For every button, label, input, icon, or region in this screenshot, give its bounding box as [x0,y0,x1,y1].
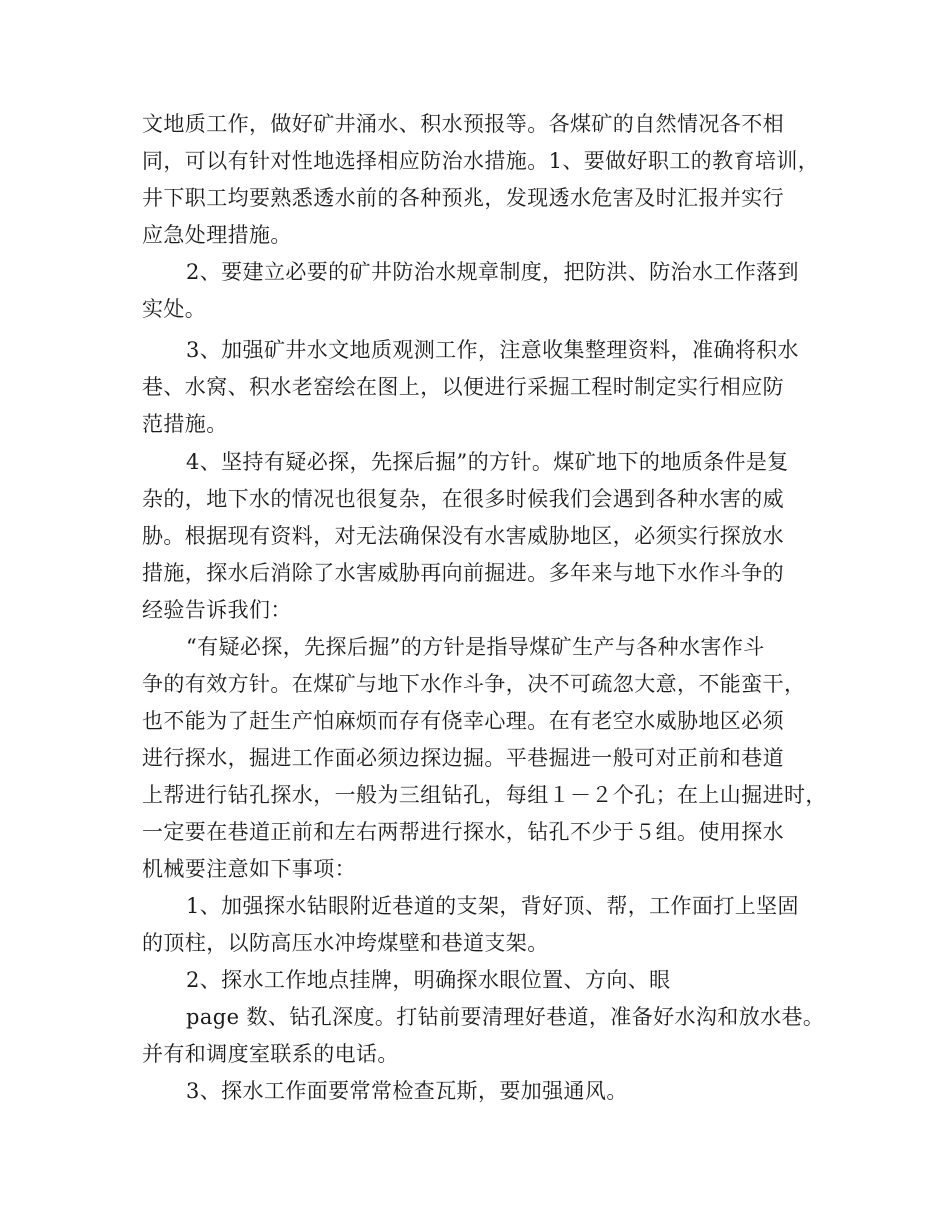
text-line: 经验告诉我们： [142,598,292,622]
text-line: 1、加强探水钻眼附近巷道的支架，背好顶、帮，工作面打上坚固 [186,894,799,918]
text-line: 3、加强矿井水文地质观测工作，注意收集整理资料，准确将积水 [186,338,799,362]
text-line: 并有和调度室联系的电话。 [142,1042,399,1066]
text-line: 实处。 [142,297,207,321]
text-line: 也不能为了赶生产怕麻烦而存有侥幸心理。在有老空水威胁地区必须 [142,709,784,733]
text-line: 2、探水工作地点挂牌，明确探水眼位置、方向、眼 [186,968,671,992]
text-line: “有疑必探，先探后掘”的方针是指导煤矿生产与各种水害作斗 [186,635,765,659]
text-line: 胁。根据现有资料，对无法确保没有水害威胁地区，必须实行探放水 [142,524,784,548]
text-line: 井下职工均要熟悉透水前的各种预兆，发现透水危害及时汇报并实行 [142,186,784,210]
text-line: page 数、钻孔深度。打钻前要清理好巷道，准备好水沟和放水巷。 [186,1005,825,1029]
text-line: 措施，探水后消除了水害威胁再向前掘进。多年来与地下水作斗争的 [142,561,784,585]
text-line: 杂的，地下水的情况也很复杂，在很多时候我们会遇到各种水害的威 [142,487,784,511]
text-line: 4、坚持有疑必探，先探后掘”的方针。煤矿地下的地质条件是复 [186,450,789,474]
text-line: 机械要注意如下事项： [142,857,356,881]
text-line: 2、要建立必要的矿井防治水规章制度，把防洪、防治水工作落到 [186,260,799,284]
text-line: 范措施。 [142,412,228,436]
text-line: 上帮进行钻孔探水，一般为三组钻孔，每组１－２个孔；在上山掘进时， [142,783,827,807]
text-line: 争的有效方针。在煤矿与地下水作斗争，决不可疏忽大意，不能蛮干， [142,672,806,696]
text-line: 巷、水窝、积水老窑绘在图上，以便进行采掘工程时制定实行相应防 [142,375,784,399]
text-line: 进行探水，掘进工作面必须边探边掘。平巷掘进一般可对正前和巷道 [142,746,784,770]
text-line: 应急处理措施。 [142,223,292,247]
text-line: 同，可以有针对性地选择相应防治水措施。1、要做好职工的教育培训， [142,149,820,173]
text-line: 文地质工作，做好矿井涌水、积水预报等。各煤矿的自然情况各不相 [142,112,784,136]
text-line: 的顶柱，以防高压水冲垮煤壁和巷道支架。 [142,931,549,955]
text-line: 一定要在巷道正前和左右两帮进行探水，钻孔不少于５组。使用探水 [142,820,784,844]
text-line: 3、探水工作面要常常检查瓦斯，要加强通风。 [186,1079,628,1103]
